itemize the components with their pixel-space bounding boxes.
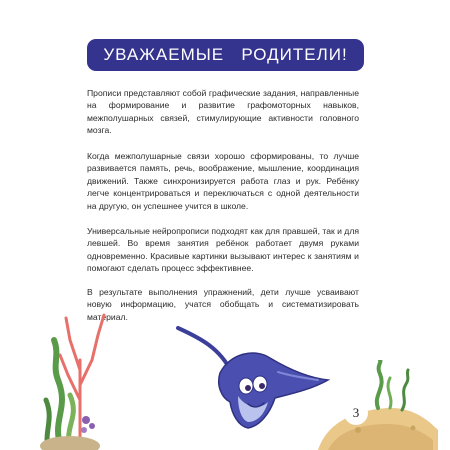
paragraph-1: Прописи представляют собой графические задания, направленные на формирование и развитие графомоторных навыков, межполушарных связей, стимулирующие активности головного мозга. [87, 88, 359, 136]
paragraph-4: В результате выполнения упражнений, дети лучше усваивают новую информацию, учатся обобщать и систематизировать материал. [87, 287, 359, 322]
page-title: УВАЖАЕМЫЕ РОДИТЕЛИ! [103, 45, 348, 64]
sand-seaweed-illustration [318, 360, 438, 450]
paragraph-2: Когда межполушарные связи хорошо сформированы, то лучше развивается память, речь, воображение, мышление, координация движений. Также синхронизируется работа глаз и рук. Ребёнку легче концентрироваться и переключаться с одной деятельности на другую, он успешнее учится в школе. [87, 151, 359, 211]
title-banner [87, 39, 364, 71]
seaweed-coral-illustration [40, 300, 120, 450]
page-number: 3 [344, 401, 368, 425]
manta-ray-illustration [160, 318, 330, 438]
paragraph-3: Универсальные нейропрописи подходят как для правшей, так и для левшей. Во время занятия ребёнок работает двумя руками одновременно. Красивые картинки вызывают интерес к занятиям и помогают сделать процесс эффективнее. [87, 226, 359, 274]
